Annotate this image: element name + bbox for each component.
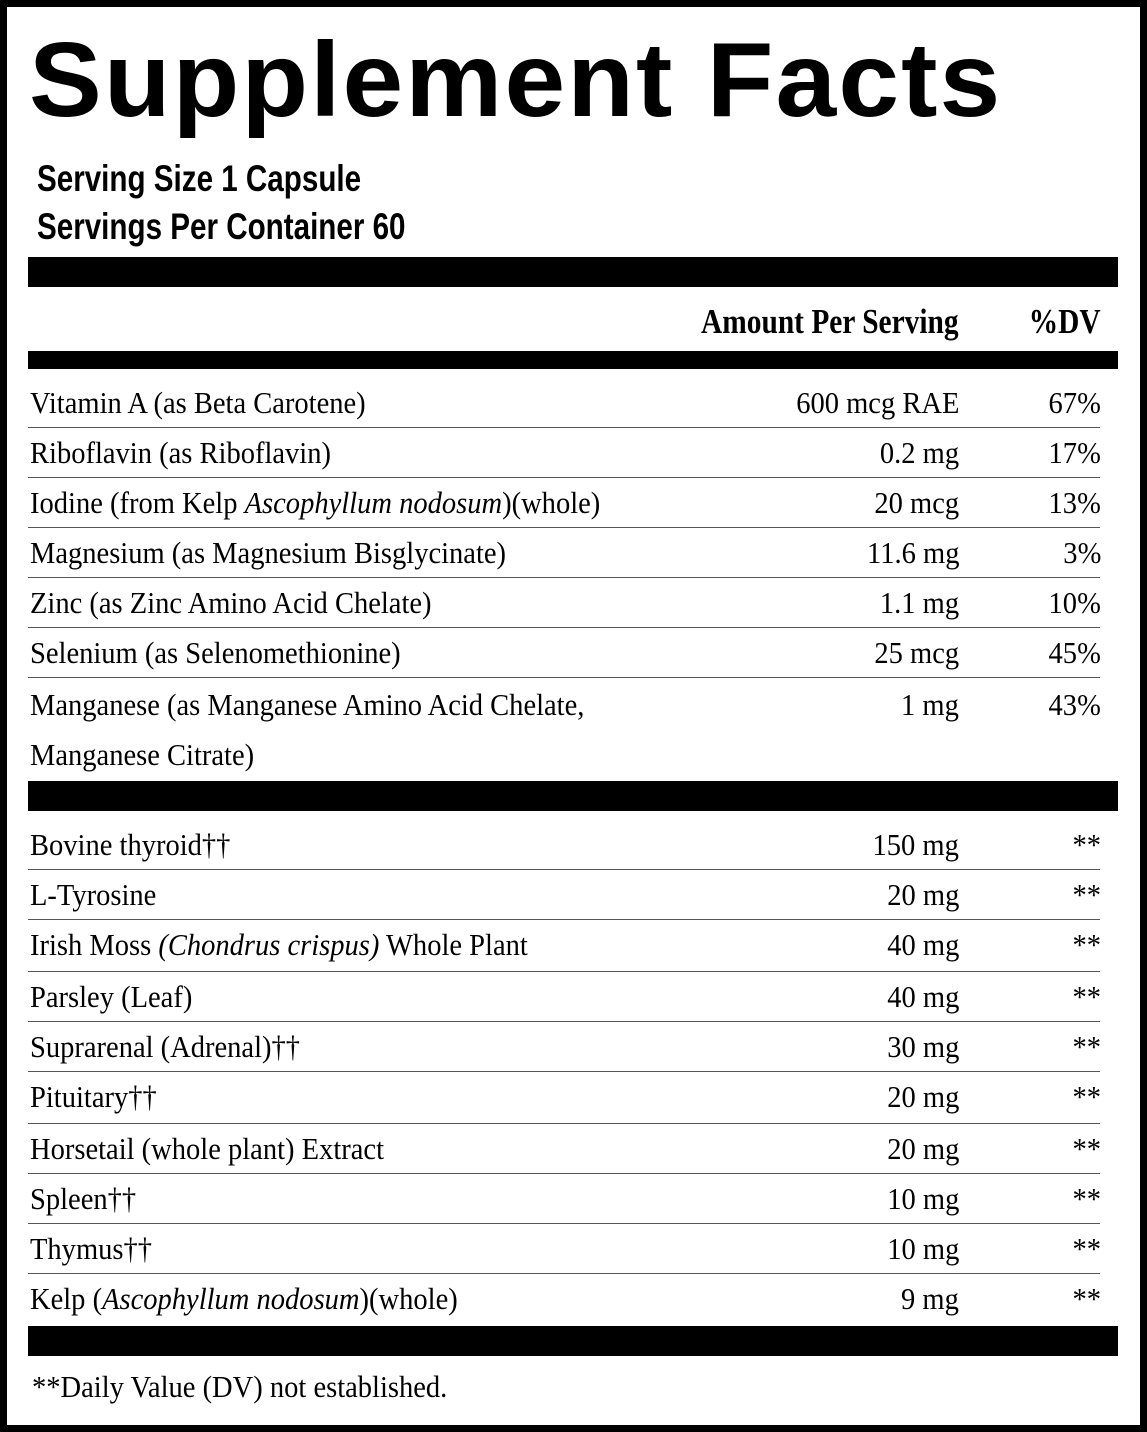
nutrient-dv: 13% — [1048, 485, 1101, 520]
nutrient-name: Magnesium (as Magnesium Bisglycinate) — [30, 535, 507, 570]
ingredient-name: Thymus†† — [30, 1231, 153, 1266]
thick-divider-bottom — [28, 1326, 1118, 1356]
ingredient-amount: 40 mg — [886, 979, 959, 1014]
panel-title: Supplement Facts — [29, 21, 1003, 139]
nutrient-dv: 17% — [1048, 435, 1101, 470]
nutrient-row — [0, 478, 1147, 528]
ingredient-dv: ** — [1072, 827, 1101, 862]
ingredient-row — [0, 820, 1147, 870]
nutrient-row — [0, 428, 1147, 478]
ingredient-dv: ** — [1072, 979, 1101, 1014]
column-header-dv: %DV — [1029, 302, 1101, 341]
nutrient-dv: 43% — [1048, 687, 1101, 722]
ingredient-row — [0, 1022, 1147, 1072]
nutrient-name: Selenium (as Selenomethionine) — [30, 635, 401, 670]
nutrient-row — [0, 680, 1147, 780]
ingredient-row — [0, 1174, 1147, 1224]
ingredient-row — [0, 870, 1147, 920]
ingredient-amount: 9 mg — [901, 1281, 959, 1316]
ingredient-name: L-Tyrosine — [30, 877, 157, 912]
ingredient-row — [0, 1224, 1147, 1274]
nutrient-amount: 1.1 mg — [879, 585, 959, 620]
nutrient-name: Vitamin A (as Beta Carotene) — [30, 385, 366, 420]
nutrient-amount: 25 mcg — [874, 635, 959, 670]
ingredient-amount: 10 mg — [886, 1181, 959, 1216]
ingredient-amount: 20 mg — [886, 1131, 959, 1166]
ingredient-dv: ** — [1072, 1029, 1101, 1064]
thick-divider-top — [28, 257, 1118, 287]
row-divider — [28, 677, 1100, 678]
nutrient-dv: 10% — [1048, 585, 1101, 620]
ingredient-name: Bovine thyroid†† — [30, 827, 231, 862]
ingredient-dv: ** — [1072, 1181, 1101, 1216]
nutrient-amount: 600 mcg RAE — [795, 385, 959, 420]
ingredient-amount: 20 mg — [886, 1079, 959, 1114]
ingredient-dv: ** — [1072, 1079, 1101, 1114]
nutrient-dv: 3% — [1062, 535, 1101, 570]
ingredient-name: Suprarenal (Adrenal)†† — [30, 1029, 301, 1064]
divider-under-header — [28, 351, 1118, 369]
nutrient-row — [0, 578, 1147, 628]
ingredient-name: Spleen†† — [30, 1181, 137, 1216]
ingredient-row — [0, 1274, 1147, 1324]
ingredient-name: Horsetail (whole plant) Extract — [30, 1131, 384, 1166]
ingredient-row — [0, 1072, 1147, 1124]
ingredient-amount: 30 mg — [886, 1029, 959, 1064]
thick-divider-middle — [28, 781, 1118, 811]
ingredient-amount: 150 mg — [872, 827, 959, 862]
ingredient-dv: ** — [1072, 877, 1101, 912]
ingredient-name: Irish Moss (Chondrus crispus) Whole Plant — [30, 927, 528, 962]
ingredient-amount: 40 mg — [886, 927, 959, 962]
nutrient-row — [0, 628, 1147, 678]
servings-per-container: Servings Per Container 60 — [37, 206, 406, 247]
ingredient-name: Parsley (Leaf) — [30, 979, 193, 1014]
serving-size: Serving Size 1 Capsule — [37, 158, 362, 199]
ingredient-name: Kelp (Ascophyllum nodosum)(whole) — [30, 1281, 458, 1316]
footnote: **Daily Value (DV) not established. — [32, 1369, 448, 1404]
nutrient-amount: 0.2 mg — [879, 435, 959, 470]
ingredient-row — [0, 920, 1147, 972]
ingredient-amount: 20 mg — [886, 877, 959, 912]
nutrient-name: Zinc (as Zinc Amino Acid Chelate) — [30, 585, 432, 620]
nutrient-row — [0, 378, 1147, 428]
nutrient-amount: 20 mcg — [874, 485, 959, 520]
nutrient-amount: 1 mg — [901, 687, 959, 722]
ingredient-amount: 10 mg — [886, 1231, 959, 1266]
ingredient-row — [0, 972, 1147, 1022]
ingredient-row — [0, 1124, 1147, 1174]
nutrient-dv: 45% — [1048, 635, 1101, 670]
nutrient-name: Riboflavin (as Riboflavin) — [30, 435, 331, 470]
nutrient-amount: 11.6 mg — [866, 535, 959, 570]
ingredient-dv: ** — [1072, 927, 1101, 962]
nutrient-dv: 67% — [1048, 385, 1101, 420]
nutrient-name: Iodine (from Kelp Ascophyllum nodosum)(whole) — [30, 485, 601, 520]
ingredient-name: Pituitary†† — [30, 1079, 157, 1114]
ingredient-dv: ** — [1072, 1231, 1101, 1266]
nutrient-row — [0, 528, 1147, 578]
ingredient-dv: ** — [1072, 1131, 1101, 1166]
nutrient-name: Manganese (as Manganese Amino Acid Chelate, Manganese Citrate) — [30, 687, 585, 772]
column-header-amount: Amount Per Serving — [701, 302, 959, 341]
ingredient-dv: ** — [1072, 1281, 1101, 1316]
